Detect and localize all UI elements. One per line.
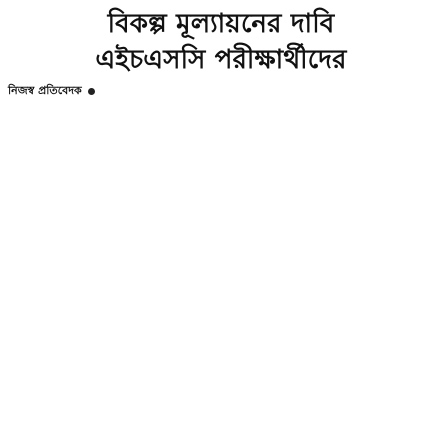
headline-line-2: এইচএসসি পরীক্ষার্থীদের: [95, 45, 347, 75]
article-body: [8, 100, 434, 157]
bullet-dot-icon: [88, 88, 95, 95]
headline-line-1: বিকল্প মূল্যায়নের দাবি: [107, 9, 335, 39]
article-paragraph-2: [8, 115, 434, 129]
article-paragraph-1: [8, 100, 434, 114]
byline: [8, 84, 434, 98]
byline-text: নিজস্ব প্রতিবেদক: [8, 84, 82, 97]
headline-block: [8, 6, 434, 78]
article-paragraph-4: [8, 144, 434, 158]
article-paragraph-3: [8, 129, 434, 143]
